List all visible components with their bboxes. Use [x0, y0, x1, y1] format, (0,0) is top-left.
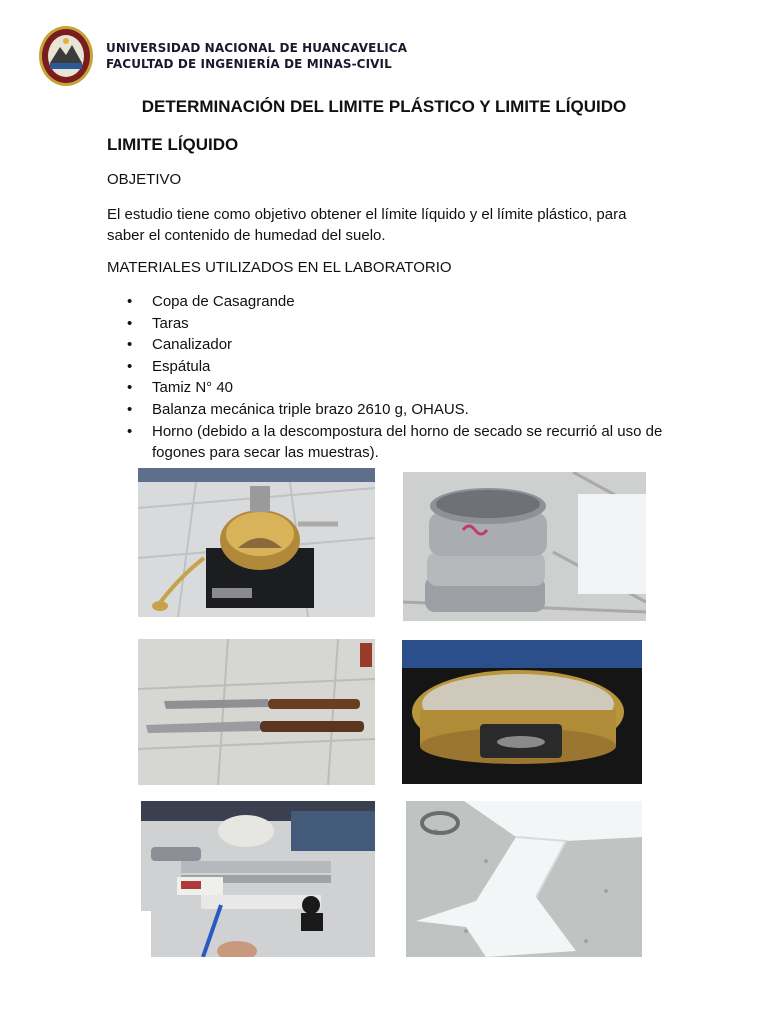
- faculty-name: FACULTAD DE INGENIERÍA DE MINAS-CIVIL: [106, 57, 392, 71]
- grooving-tool-photo: [406, 801, 642, 957]
- materials-heading: MATERIALES UTILIZADOS EN EL LABORATORIO: [107, 259, 452, 276]
- university-seal-icon: [38, 25, 94, 87]
- materials-list: [107, 291, 667, 464]
- section-title: LIMITE LÍQUIDO: [107, 135, 239, 154]
- tins-photo: [403, 472, 646, 621]
- document-title: DETERMINACIÓN DEL LIMITE PLÁSTICO Y LIMITE LÍQUIDO: [141, 97, 627, 116]
- list-item: • Balanza mecánica triple brazo 2610 g, OHAUS.: [107, 399, 667, 421]
- list-item: • Tamiz N° 40: [107, 377, 667, 399]
- balance-photo: [141, 801, 375, 957]
- spatulas-photo: [138, 639, 375, 785]
- objective-paragraph: El estudio tiene como objetivo obtener el límite líquido y el límite plástico, para saber el contenido de humedad del suelo.: [107, 206, 627, 244]
- page-header: [38, 24, 407, 88]
- university-name: UNIVERSIDAD NACIONAL DE HUANCAVELICA: [106, 41, 408, 55]
- casagrande-cup-photo: [138, 468, 375, 617]
- objective-heading: OBJETIVO: [107, 171, 182, 188]
- sieve-photo: [402, 640, 642, 784]
- list-item: • Espátula: [107, 356, 667, 378]
- list-item: • Canalizador: [107, 334, 667, 356]
- list-item: • Copa de Casagrande: [107, 291, 667, 313]
- list-item: • Taras: [107, 313, 667, 335]
- list-item: • Horno (debido a la descompostura del horno de secado se recurrió al uso de fogones para secar las muestras).: [107, 421, 667, 464]
